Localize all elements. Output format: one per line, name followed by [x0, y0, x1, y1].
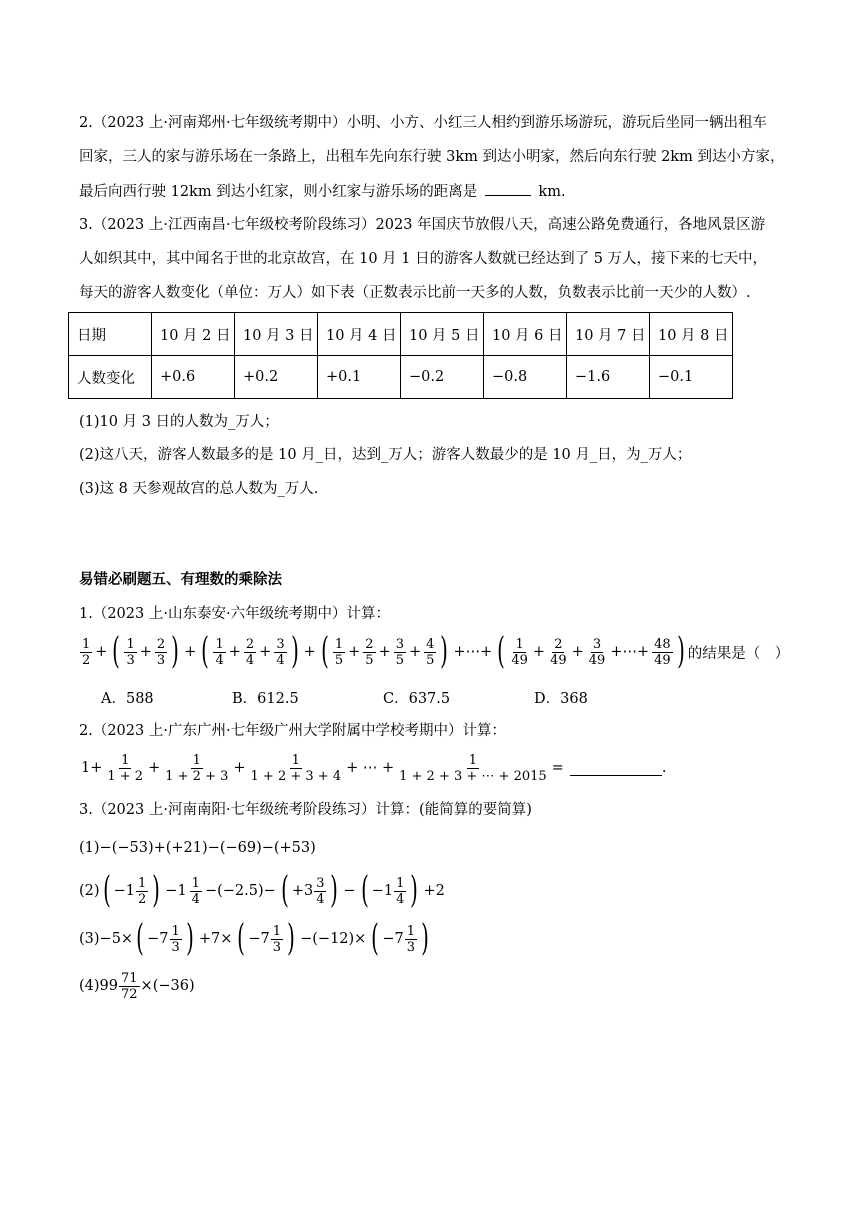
table-cell: +0.1: [318, 356, 401, 399]
problem-3-line-3: 每天的游客人数变化（单位：万人）如下表（正数表示比前一天多的人数，负数表示比前一天少的人数）.: [79, 285, 751, 301]
table-cell: −0.1: [650, 356, 733, 399]
table-cell: −0.2: [401, 356, 484, 399]
choice-d: D．368: [534, 691, 588, 707]
s5-problem-3-expr-1: (1)−(−53)+(+21)−(−69)−(+53): [79, 840, 316, 856]
expr-4-prefix: (4)99: [79, 978, 118, 994]
table-cell: 10 月 5 日: [401, 313, 484, 356]
table-cell: 10 月 3 日: [235, 313, 318, 356]
choice-a: A．588: [101, 691, 154, 707]
s5-problem-1-line-1: 1.（2023 上·山东泰安·六年级统考期中）计算：: [79, 606, 391, 622]
table-cell: 10 月 6 日: [484, 313, 567, 356]
choice-b: B．612.5: [232, 691, 299, 707]
problem-3-line-1: 3.（2023 上·江西南昌·七年级校考阶段练习）2023 年国庆节放假八天，高速公路免费通行，各地风景区游: [79, 217, 766, 233]
problem-2-line-3: [79, 181, 566, 202]
table-cell: 日期: [69, 313, 152, 356]
table-row: [69, 356, 733, 399]
table-cell: −1.6: [567, 356, 650, 399]
section-title: 易错必刷题五、有理数的乘除法: [79, 572, 282, 588]
s5-problem-1-expression: $\frac{1}{2}$ + ( $\frac{1}{3}$ + $\frac{2}{3}$ ) + ( $\frac{1}{4}$ + $\frac{2}{4}$ + $\frac{3}{4}$ ) + ( $\frac{1}{5}$ + $\frac{2}{5}$ + $\frac{3}{5}$ + $\frac{4}{5}$ ) +⋯+ ( $\frac{1}{49}$ + $\frac{2}{49}$ + $\frac{3}{49}$ +⋯+ $\frac{48}{49}$ ) 的结果是（ ）: [82, 631, 790, 672]
s5-problem-3-expr-3: (3)−5× ( −7 $\frac{1}{3}$ ) +7× ( −7 $\frac{1}{3}$ ) −(−12)× ( −7 $\frac{1}{3}$ ): [79, 918, 429, 959]
problem-2-unit: km.: [538, 184, 566, 200]
table-header-row: [69, 313, 733, 356]
question-2: (2)这八天，游客人数最多的是 10 月_日，达到_万人；游客人数最少的是 10 月_日，为_万人；: [79, 447, 692, 463]
problem-2-line-1: 2.（2023 上·河南郑州·七年级统考期中）小明、小方、小红三人相约到游乐场游玩，游玩后坐同一辆出租车: [79, 115, 768, 131]
table-cell: 10 月 7 日: [567, 313, 650, 356]
table-cell: 10 月 2 日: [152, 313, 235, 356]
table-cell: +0.6: [152, 356, 235, 399]
choice-c: C．637.5: [383, 691, 451, 707]
problem-2-line-2: 回家，三人的家与游乐场在一条路上，出租车先向东行驶 3km 到达小明家，然后向东行驶 2km 到达小方家，: [79, 149, 785, 165]
s5-problem-3-line-1: 3.（2023 上·河南南阳·七年级统考阶段练习）计算：(能简算的要简算): [79, 802, 532, 818]
s5-problem-2-expression: 1+ $\frac{1}{1 + 2}$ + $\frac{1}{1 + 2 + 3}$ + $\frac{1}{1 + 2 + 3 + 4}$ + ⋯ + $\frac{1}{1 + 2 + 3 + \cdots + 2015}$ = .: [81, 752, 667, 784]
fraction: $\frac{1}{2}$: [82, 636, 91, 668]
s5-problem-2-line-1: 2.（2023 上·广东广州·七年级广州大学附属中学校考期中）计算：: [79, 723, 507, 739]
period: .: [661, 760, 667, 776]
answer-blank: [570, 761, 662, 776]
table-cell: −0.8: [484, 356, 567, 399]
question-3: (3)这 8 天参观故宫的总人数为_万人.: [79, 481, 319, 497]
table-cell: 10 月 8 日: [650, 313, 733, 356]
answer-blank: [485, 181, 531, 196]
table-cell: 10 月 4 日: [318, 313, 401, 356]
s5-problem-3-expr-2: (2) ( −1 $\frac{1}{2}$ ) −1 $\frac{1}{4}$ −(−2.5)− ( +3 $\frac{3}{4}$ ) − ( −1 $\frac{1}{4}$ ) +2: [79, 870, 445, 911]
table-cell: 人数变化: [69, 356, 152, 399]
table-cell: +0.2: [235, 356, 318, 399]
s5-problem-1-tail: 的结果是（ ）: [687, 645, 790, 662]
problem-3-line-2: 人如织其中，其中闻名于世的北京故宫，在 10 月 1 日的游客人数就已经达到了 5 万人，接下来的七天中，: [79, 251, 768, 267]
s5-problem-3-expr-4: (4)99 $\frac{71}{72}$ ×(−36): [79, 970, 195, 1002]
visitor-change-table: [68, 312, 733, 399]
question-1: (1)10 月 3 日的人数为_万人；: [79, 414, 279, 430]
expr-4-suffix: ×(−36): [140, 978, 195, 994]
problem-2-line-3-text: 最后向西行驶 12km 到达小红家，则小红家与游乐场的距离是: [79, 184, 478, 200]
